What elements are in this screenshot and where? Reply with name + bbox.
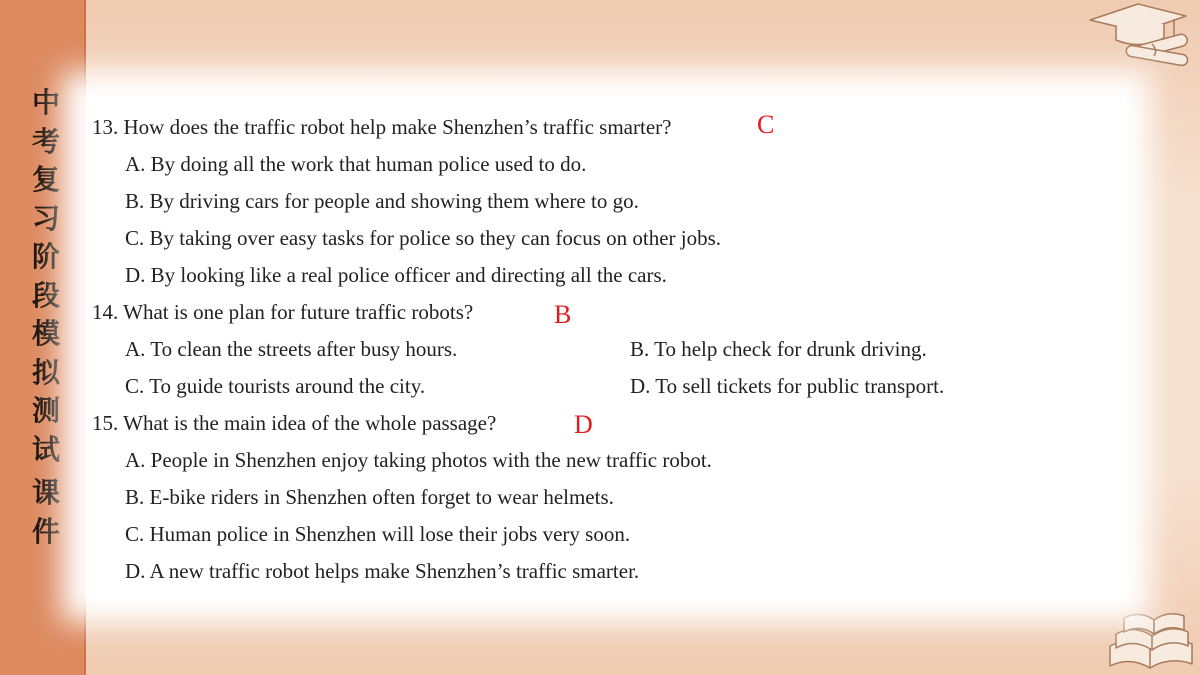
sidebar-title-char: 件: [31, 514, 60, 548]
question-13-option-d: D. By looking like a real police officer and directing all the cars.: [125, 263, 667, 287]
open-books-icon: [1104, 606, 1198, 672]
sidebar-title-char: 阶: [31, 240, 60, 273]
question-14-option-d: D. To sell tickets for public transport.: [630, 374, 945, 398]
question-15-option-b: B. E-bike riders in Shenzhen often forget to wear helmets.: [125, 485, 614, 509]
sidebar-title-char: 考: [31, 124, 60, 158]
sidebar: [0, 0, 86, 675]
question-13-answer: C: [757, 110, 775, 139]
sidebar-title-char: 拟: [31, 355, 60, 389]
question-13-option-a: A. By doing all the work that human police used to do.: [125, 152, 587, 176]
question-13-stem: 13. How does the traffic robot help make Shenzhen’s traffic smarter?: [92, 115, 672, 139]
question-13-option-b: B. By driving cars for people and showing them where to go.: [125, 189, 639, 213]
sidebar-title-char: 段: [31, 278, 60, 312]
question-15-stem: 15. What is the main idea of the whole passage?: [92, 411, 497, 435]
sidebar-title: [26, 84, 66, 551]
graduation-cap-diploma-icon: [1086, 2, 1198, 72]
question-13-option-c: C. By taking over easy tasks for police so they can focus on other jobs.: [125, 226, 722, 250]
sidebar-title-char: 模: [31, 317, 60, 350]
sidebar-title-char: 习: [31, 201, 60, 235]
question-14-option-b: B. To help check for drunk driving.: [630, 337, 927, 361]
sidebar-title-char: 课: [31, 476, 60, 509]
sidebar-title-char: 试: [31, 432, 60, 466]
question-15-answer: D: [574, 410, 593, 439]
sidebar-title-char: 中: [31, 86, 60, 119]
sidebar-title-char: 复: [31, 163, 60, 196]
question-14-answer: B: [554, 300, 572, 329]
question-14-stem: 14. What is one plan for future traffic robots?: [92, 300, 474, 324]
question-15-option-a: A. People in Shenzhen enjoy taking photos with the new traffic robot.: [125, 448, 712, 472]
question-15-option-d: D. A new traffic robot helps make Shenzhen’s traffic smarter.: [125, 559, 640, 583]
question-14-option-c: C. To guide tourists around the city.: [125, 374, 426, 398]
question-15-option-c: C. Human police in Shenzhen will lose their jobs very soon.: [125, 522, 631, 546]
sidebar-title-char: 测: [31, 394, 60, 427]
question-14-option-a: A. To clean the streets after busy hours.: [125, 337, 458, 361]
